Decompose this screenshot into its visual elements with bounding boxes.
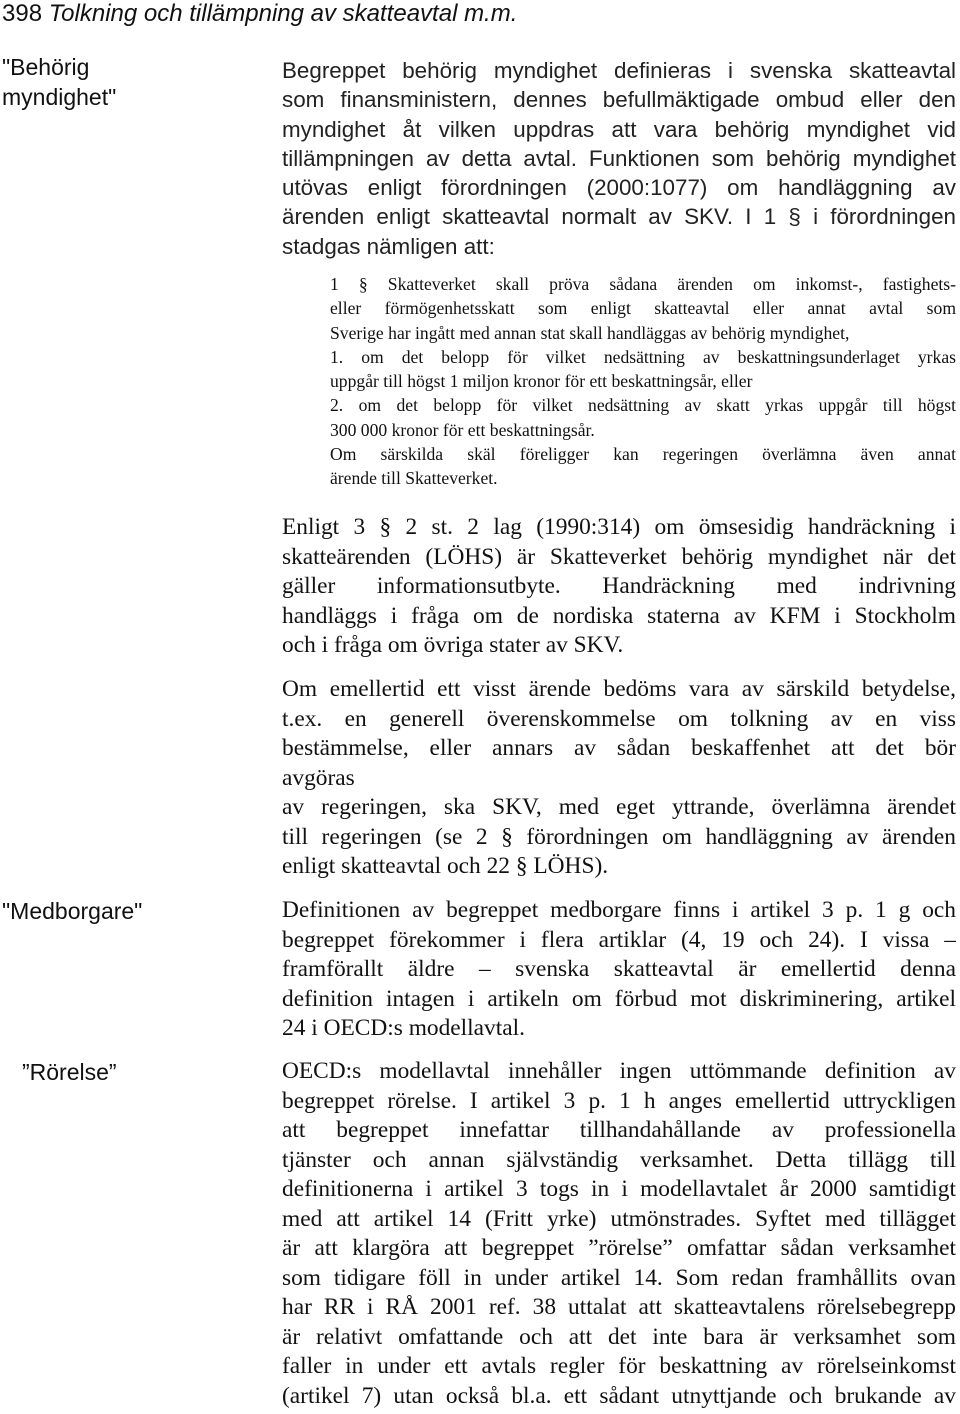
text-line: tillämpningen av detta avtal. Funktionen som behörig myndighet [282, 145, 956, 171]
text-line: t.ex. en generell överenskommelse om tolkning av en viss [282, 705, 956, 732]
text-line: uppgår till högst 1 miljon kronor för ett beskattningsår, eller [330, 371, 753, 392]
text-line: definition intagen i artikeln om förbud mot diskriminering, artikel [282, 985, 956, 1012]
text-line: eller förmögenhetsskatt som enligt skatteavtal eller annat avtal som [330, 298, 956, 319]
paragraph-rorelse [282, 1057, 956, 1411]
margin-label-rorelse: ”Rörelse” [22, 1059, 117, 1085]
text-line: är att klargöra att begreppet ”rörelse” omfattar sådan verksamhet [282, 1235, 956, 1261]
text-line: begreppet förekommer i flera artiklar (4, 19 och 24). I vissa – [282, 926, 956, 953]
quote-item-1 [330, 345, 956, 394]
text-line: har RR i RÅ 2001 ref. 38 uttalat att skatteavtalens rörelsebegrepp [282, 1294, 956, 1320]
text-line: begreppet rörelse. I artikel 3 p. 1 h anges emellertid uttryckligen [282, 1087, 956, 1114]
page-number: 398 [2, 0, 43, 27]
text-line: framförallt äldre – svenska skatteavtal är emellertid denna [282, 956, 956, 982]
quote-paragraph-1 [330, 272, 956, 345]
text-line: gäller informationsutbyte. Handräckning med indrivning [282, 573, 956, 599]
text-line: ärenden enligt skatteavtal normalt av SKV. I 1 § i förordningen [282, 204, 956, 230]
text-line: (artikel 7) utan också bl.a. ett sådant utnyttjande och brukande av [282, 1382, 956, 1409]
paragraph-enligt-lohs [282, 513, 956, 661]
text-line: med att artikel 14 (Fritt yrke) utmönstrades. Syftet med tillägget [282, 1205, 956, 1232]
text-line: ärende till Skatteverket. [330, 468, 498, 489]
text-line: handläggs i fråga om de nordiska staterna av KFM i Stockholm [282, 602, 956, 629]
text-line: Sverige har ingått med annan stat skall handläggas av behörig myndighet, [330, 322, 850, 343]
text-line: stadgas nämligen att: [282, 233, 495, 259]
text-line: 1 § Skatteverket skall pröva sådana ärenden om inkomst-, fastighets- [330, 274, 956, 294]
text-line: Begreppet behörig myndighet definieras i svenska skatteavtal [282, 58, 956, 83]
text-line: 300 000 kronor för ett beskattningsår. [330, 419, 595, 440]
text-line: tjänster och annan självständig verksamhet. Detta tillägg till [282, 1146, 956, 1173]
paragraph-medborgare [282, 896, 956, 1044]
margin-label-line: "Behörig [2, 54, 90, 80]
text-line: är relativt omfattande och att det inte bara är verksamhet som [282, 1323, 956, 1350]
text-line: att begreppet innefattar tillhandahållande av professionella [282, 1117, 956, 1143]
text-line: Om särskilda skäl föreligger kan regeringen överlämna även annat [330, 444, 956, 465]
text-line: av regeringen, ska SKV, med eget yttrande, överlämna ärendet [282, 794, 956, 820]
quote-closing [330, 442, 956, 491]
text-line: 1. om det belopp för vilket nedsättning av beskattningsunderlaget yrkas [330, 346, 956, 367]
margin-label-line: myndighet" [2, 84, 117, 110]
text-line: Om emellertid ett visst ärende bedöms vara av särskild betydelse, [282, 676, 956, 702]
text-line: och i fråga om övriga stater av SKV. [282, 632, 624, 658]
text-line: Definitionen av begreppet medborgare finns i artikel 3 p. 1 g och [282, 897, 956, 923]
margin-label-medborgare: "Medborgare" [2, 898, 143, 924]
text-line: myndighet åt vilken uppdras att vara behörig myndighet vid [282, 116, 956, 142]
text-line: 24 i OECD:s modellavtal. [282, 1015, 525, 1041]
text-line: 2. om det belopp för vilket nedsättning av skatt yrkas uppgår till högst [330, 395, 956, 416]
text-line: definitionerna i artikel 3 togs in i modellavtalet år 2000 samtidigt [282, 1176, 956, 1202]
text-line: som tidigare föll in under artikel 14. Som redan framhållits ovan [282, 1264, 956, 1291]
statute-quote [330, 272, 956, 491]
text-line: enligt skatteavtal och 22 § LÖHS). [282, 853, 609, 879]
text-line: bestämmelse, eller annars av sådan beskaffenhet att det bör [282, 735, 956, 761]
margin-label-behorig-myndighet [2, 52, 116, 112]
paragraph-behorig-myndighet [282, 56, 956, 261]
running-title: Tolkning och tillämpning av skatteavtal m.m. [48, 0, 518, 27]
text-line: OECD:s modellavtal innehåller ingen uttömmande definition av [282, 1058, 956, 1084]
text-line: avgöras [282, 764, 355, 791]
text-line: faller in under ett avtals regler för beskattning av rörelseinkomst [282, 1353, 956, 1379]
text-line: till regeringen (se 2 § förordningen om handläggning av ärenden [282, 823, 956, 850]
paragraph-om-emellertid [282, 675, 956, 882]
text-line: skatteärenden (LÖHS) är Skatteverket behörig myndighet när det [282, 543, 956, 570]
page-header [2, 0, 517, 28]
quote-item-2 [330, 393, 956, 442]
text-line: utövas enligt förordningen (2000:1077) om handläggning av [282, 175, 956, 201]
text-line: Enligt 3 § 2 st. 2 lag (1990:314) om ömsesidig handräckning i [282, 514, 956, 540]
text-line: som finansministern, dennes befullmäktigade ombud eller den [282, 87, 956, 113]
